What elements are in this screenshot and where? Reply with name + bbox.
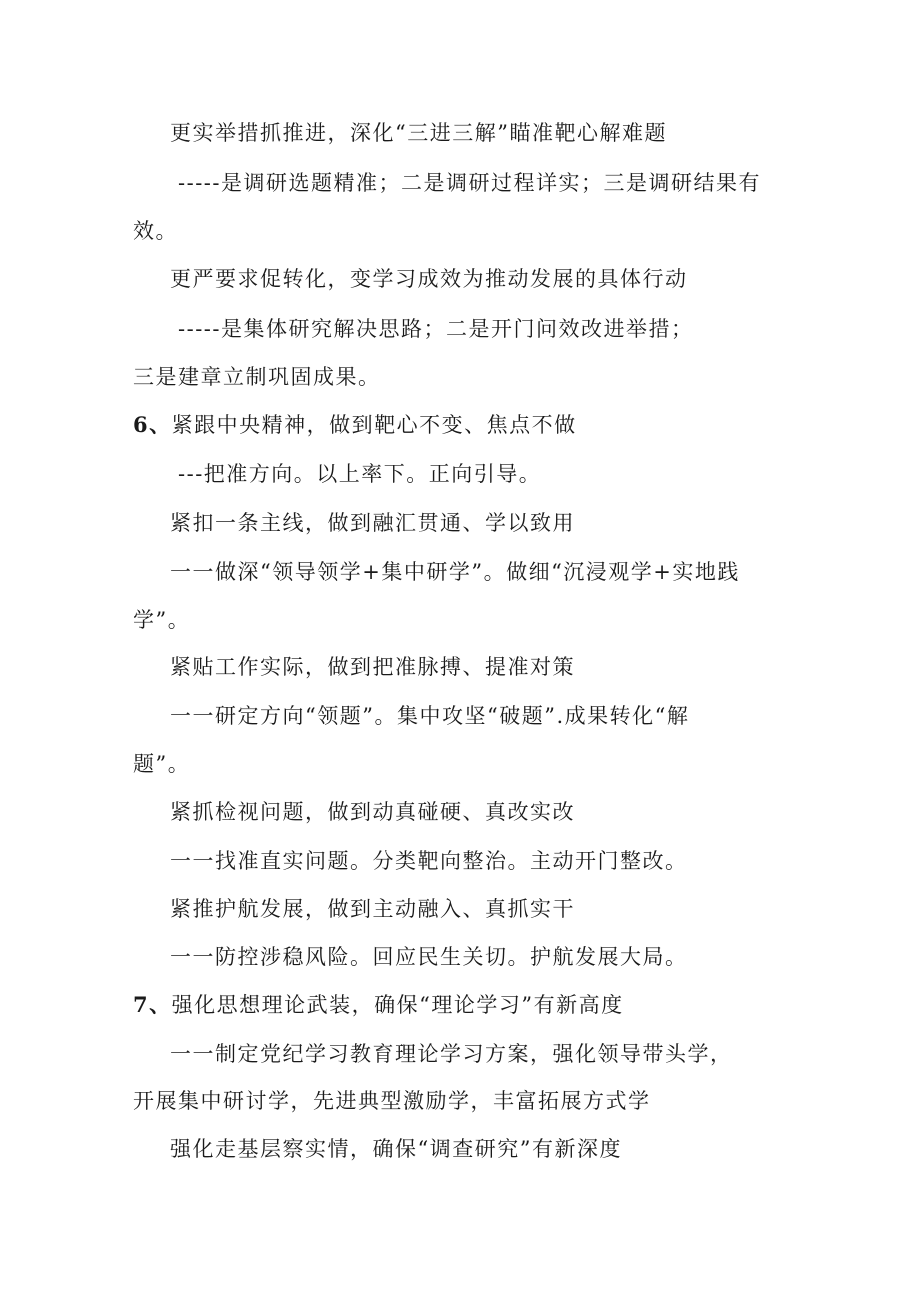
paragraph-text: 效。 — [133, 219, 178, 243]
paragraph-heading: 更实举措抓推进，深化“三进三解”瞄准靶心解难题 — [170, 121, 667, 145]
paragraph-text: -----是集体研究解决思路；二是开门问效改进举措； — [178, 317, 694, 341]
section-number: 6、 — [133, 412, 172, 437]
paragraph-text: -----是调研选题精准；二是调研过程详实；三是调研结果有 — [178, 171, 761, 195]
section-title: 强化思想理论武装，确保“理论学习”有新高度 — [171, 993, 624, 1017]
paragraph-text: 一一制定党纪学习教育理论学习方案，强化领导带头学， — [170, 1042, 733, 1066]
section-heading-7 — [133, 990, 624, 1020]
paragraph-text: 一一防控涉稳风险。回应民生关切。护航发展大局。 — [170, 945, 688, 969]
paragraph-text: 学”。 — [133, 608, 191, 632]
paragraph-text: 题”。 — [133, 752, 191, 776]
paragraph-text: 三是建章立制巩固成果。 — [133, 365, 381, 389]
paragraph-heading: 紧扣一条主线，做到融汇贯通、学以致用 — [170, 511, 575, 535]
paragraph-text: 一一研定方向“领题”。集中攻坚“破题”.成果转化“解 — [170, 704, 690, 728]
paragraph-text: 一一找准直实问题。分类靶向整治。主动开门整改。 — [170, 849, 688, 873]
paragraph-heading: 强化走基层察实情，确保“调查研究”有新深度 — [170, 1137, 622, 1161]
paragraph-text: 开展集中研讨学，先进典型激励学，丰富拓展方式学 — [133, 1089, 651, 1113]
paragraph-text: 一一做深“领导领学+集中研学”。做细“沉浸观学+实地践 — [170, 560, 740, 584]
paragraph-heading: 紧贴工作实际，做到把准脉搏、提准对策 — [170, 655, 575, 679]
section-heading-6 — [133, 410, 577, 440]
section-number: 7、 — [133, 992, 172, 1017]
paragraph-heading: 更严要求促转化，变学习成效为推动发展的具体行动 — [170, 267, 688, 291]
section-title: 紧跟中央精神，做到靶心不变、焦点不做 — [171, 413, 577, 437]
paragraph-heading: 紧抓检视问题，做到动真碰硬、真改实改 — [170, 800, 575, 824]
paragraph-text: ---把准方向。以上率下。正向引导。 — [178, 462, 542, 486]
paragraph-heading: 紧推护航发展，做到主动融入、真抓实干 — [170, 897, 575, 921]
